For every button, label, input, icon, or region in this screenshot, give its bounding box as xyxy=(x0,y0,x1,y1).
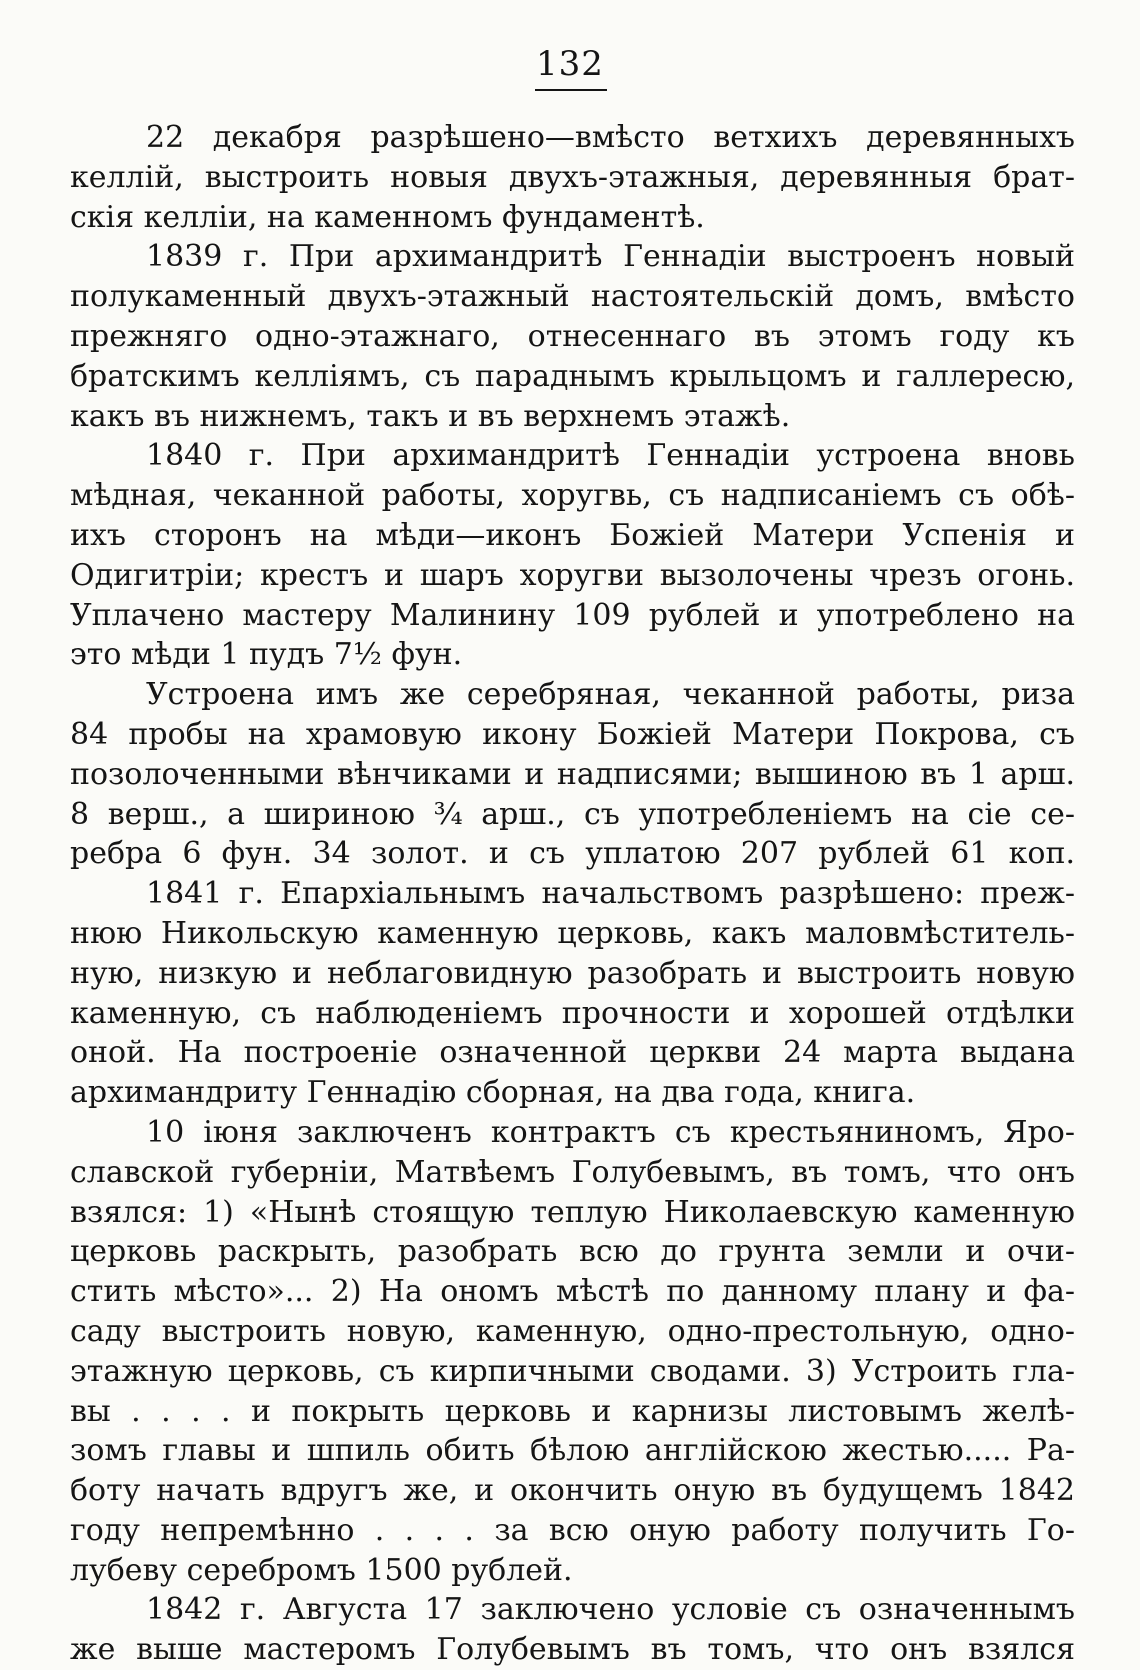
text-line: ную, низкую и неблаговидную разобрать и выстроить новую xyxy=(70,955,1075,991)
page-number-rule xyxy=(535,89,607,91)
text-line: нюю Никольскую каменную церковь, какъ маловмѣститель- xyxy=(70,915,1075,951)
text-line: архимандриту Геннадію сборная, на два года, книга. xyxy=(70,1075,916,1111)
text-line: же выше мастеромъ Голубевымъ въ томъ, что онъ взялся xyxy=(70,1632,1075,1668)
text-line: ребра 6 фун. 34 золот. и съ уплатою 207 рублей 61 коп. xyxy=(70,836,1075,872)
text-line: этажную церковь, съ кирпичными сводами. 3) Устроить гла- xyxy=(70,1353,1075,1389)
text-line: каменную, съ наблюденіемъ прочности и хорошей отдѣлки xyxy=(70,995,1075,1031)
text-line: 1839 г. При архимандритѣ Геннадіи выстроенъ новый xyxy=(146,239,1075,275)
text-line: лубеву серебромъ 1500 рублей. xyxy=(70,1552,573,1588)
text-line: братскимъ келліямъ, съ параднымъ крыльцомъ и галлересю, xyxy=(70,358,1075,394)
text-line: 84 пробы на храмовую икону Божіей Матери Покрова, съ xyxy=(70,716,1075,752)
text-line: полукаменный двухъ-этажный настоятельскій домъ, вмѣсто xyxy=(70,279,1075,315)
text-line: году непремѣнно . . . . за всю оную работу получить Го- xyxy=(70,1512,1075,1548)
text-line: ихъ сторонъ на мѣди—иконъ Божіей Матери Успенія и xyxy=(70,517,1075,553)
text-line: келлій, выстроить новыя двухъ-этажныя, деревянныя брат- xyxy=(70,159,1075,195)
text-line: мѣдная, чеканной работы, хоругвь, съ надписаніемъ съ обѣ- xyxy=(70,478,1075,514)
text-line: 22 декабря разрѣшено—вмѣсто ветхихъ деревянныхъ xyxy=(146,120,1075,155)
text-line: 1840 г. При архимандритѣ Геннадіи устроена вновь xyxy=(146,438,1075,474)
text-line: скія келліи, на каменномъ фундаментѣ. xyxy=(70,199,705,235)
page-number: 132 xyxy=(536,44,604,84)
text-line: 1842 г. Августа 17 заключено условіе съ означеннымъ xyxy=(146,1592,1075,1628)
text-line: Устроена имъ же серебряная, чеканной работы, риза xyxy=(146,677,1075,713)
text-line: вы . . . . и покрыть церковь и карнизы листовымъ желѣ- xyxy=(70,1393,1075,1429)
text-line: позолоченными вѣнчиками и надписями; вышиною въ 1 арш. xyxy=(70,756,1075,792)
text-line: прежняго одно-этажнаго, отнесеннаго въ этомъ году къ xyxy=(70,318,1075,354)
text-line: славской губерніи, Матвѣемъ Голубевымъ, въ томъ, что онъ xyxy=(70,1154,1075,1190)
text-line: Уплачено мастеру Малинину 109 рублей и употреблено на xyxy=(70,597,1075,633)
text-line: саду выстроить новую, каменную, одно-престольную, одно- xyxy=(70,1313,1075,1349)
text-line: зомъ главы и шпиль обить бѣлою англійскою жестью..... Ра- xyxy=(70,1433,1075,1469)
text-line: 8 верш., а шириною ¾ арш., съ употребленіемъ на сіе се- xyxy=(70,796,1075,832)
body-text xyxy=(70,118,1075,1670)
text-line: взялся: 1) «Нынѣ стоящую теплую Николаевскую каменную xyxy=(70,1194,1075,1230)
text-line: оной. На построеніе означенной церкви 24 марта выдана xyxy=(70,1035,1075,1071)
text-line: Одигитріи; крестъ и шаръ хоругви вызолочены чрезъ огонь. xyxy=(70,557,1075,593)
text-line: церковь раскрыть, разобрать всю до грунта земли и очи- xyxy=(70,1234,1075,1270)
text-line: стить мѣсто»... 2) На ономъ мѣстѣ по данному плану и фа- xyxy=(70,1274,1075,1310)
text-line: 10 іюня заключенъ контрактъ съ крестьяниномъ, Яро- xyxy=(146,1114,1075,1150)
text-line: это мѣди 1 пудъ 7½ фун. xyxy=(70,637,463,673)
text-line: боту начать вдругъ же, и окончить оную въ будущемъ 1842 xyxy=(70,1473,1075,1509)
text-line: 1841 г. Епархіальнымъ начальствомъ разрѣшено: преж- xyxy=(146,876,1075,912)
text-line: какъ въ нижнемъ, такъ и въ верхнемъ этажѣ. xyxy=(70,398,791,434)
